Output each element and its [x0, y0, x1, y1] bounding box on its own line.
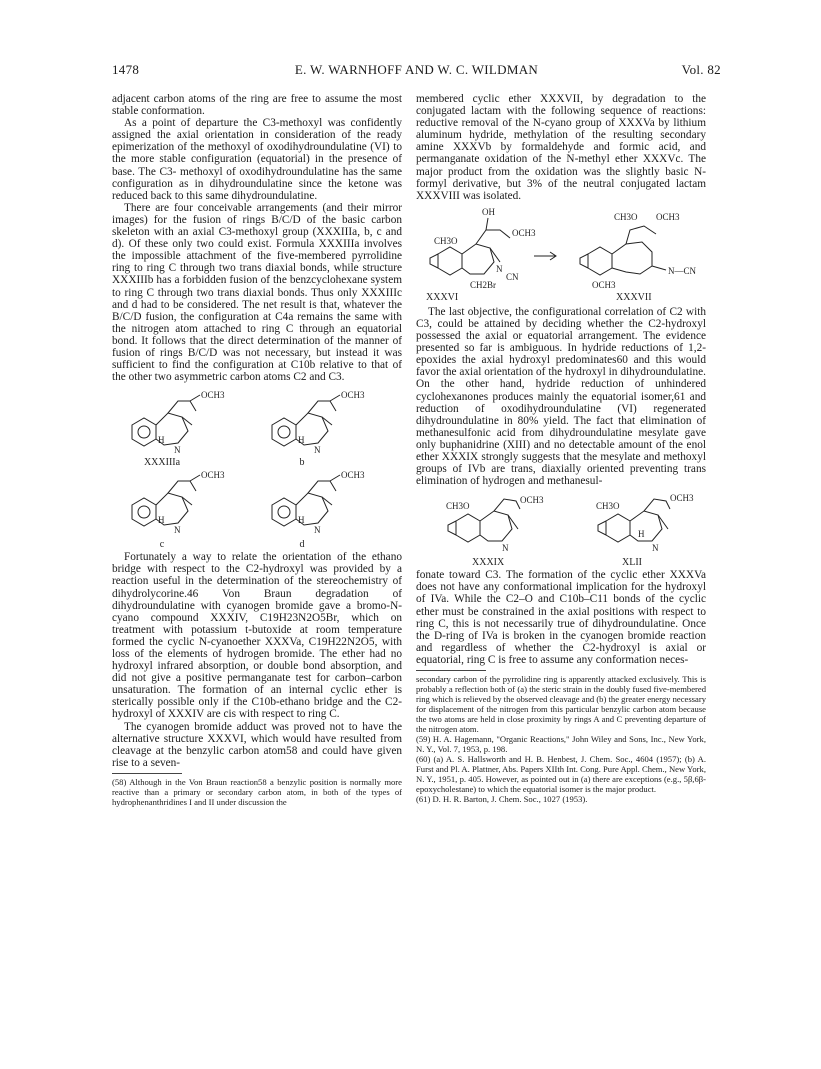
och3-label: OCH3 [201, 470, 225, 481]
structure-label: XXXIIIa [143, 457, 181, 469]
left-column [112, 93, 402, 807]
right-column [416, 93, 706, 804]
footnote-rule [112, 773, 182, 774]
och3-label: OCH3 [512, 227, 536, 238]
structure-label: c [159, 539, 165, 551]
paragraph: The last objective, the configurational correlation of C2 with C3, could be attained by deciding whether the C2-hydroxyl possessed the axial or equatorial arrangement. The evidence presented so far is ambiguous. In hydride reductions of 1,2-epoxides the axial hydroxyl predominates60 and this would favor the axial orientation of the hydroxyl in dihydroundulatine. On the other hand, hydride reduction of unhindered cyclohexanones produces mainly the equatorial isomer,61 and reduction of oxodihydroundulatine (VI) regenerated dihydroundulatine in 80% yield. The fact that elimination of methanesulfonic acid from dihydroundulatine mesylate gave only buphanidrine (XIII) and no detectable amount of the enol ether XXXIX strongly suggests that the mesylate and methoxyl groups of IVb are trans, diaxially oriented preventing trans elimination of hydrogen and methanesul- [416, 305, 706, 488]
footnote: (58) Although in the Von Braun reaction58 a benzylic position is normally more reactive than a primary or secondary carbon atom, in both of the types of hydrophenanthridines I and II under discussion the [112, 776, 402, 807]
nitrogen-label: N [496, 263, 503, 274]
hydroxyl-label: OH [482, 206, 495, 217]
ch3o-label: CH3O [596, 501, 620, 512]
ch3o-label: CH3O [614, 211, 638, 222]
structure-drawing [112, 387, 402, 551]
och3-label: OCH3 [520, 495, 544, 506]
ch2br-label: CH2Br [470, 279, 497, 290]
och3-label: OCH3 [201, 390, 225, 401]
paragraph: fonate toward C3. The formation of the cyclic ether XXXVa does not have any conformational implication for the hydroxyl of IVa. While the C2–O and C10b–C11 bonds of the cyclic ether must be constrained in the axial positions with respect to ring C, this is not necessarily true of dihydroundulatine. Once the D-ring of IVa is broken in the cyanogen bromide reaction and regardless of whether the C2-hydroxyl is axial or equatorial, ring C is free to assume any conformation neces- [416, 569, 706, 666]
hydrogen-label: H [158, 435, 165, 446]
structure-label: d [299, 539, 305, 551]
och3-label: OCH3 [656, 211, 680, 222]
nitrogen-label: N [174, 445, 181, 456]
n-cyano-label: N—CN [668, 265, 697, 276]
structure-grid-xxxiii [112, 387, 402, 551]
structure-label: XXXVI [426, 291, 459, 303]
structure-drawing [416, 206, 706, 306]
structure-row-xxxvi [416, 206, 706, 306]
hydrogen-label: H [158, 515, 165, 526]
nitrogen-label: N [174, 525, 181, 536]
footnote: (60) (a) A. S. Hallsworth and H. B. Henbest, J. Chem. Soc., 4604 (1957); (b) A. Furst and Pl. A. Plattner, Abs. Papers XIIth Int. Cong. Pure Appl. Chem., New York, N. Y., 1951, p. 405. However, as pointed out in (a) there are exceptions (e.g., 5β,6β-epoxycholestane) to which the equatorial isomer is the major product. [416, 754, 706, 794]
paragraph: Fortunately a way to relate the orientation of the ethano bridge with respect to the C2-hydroxyl was provided by a reaction useful in the determination of the stereochemistry of dihydrolycorine.46 Von Braun degradation of dihydroundulatine with cyanogen bromide gave a bromo-N-cyano compound XXXIV, C19H23N2O5Br, which on treatment with potassium t-butoxide at room temperature formed the cyclic N-cyanoether XXXVa, C19H22N2O5, with loss of the elements of hydrogen bromide. The ether had no hydroxyl infrared absorption, or double bond absorption, and did not give a positive permanganate test for carbon–carbon unsaturation. The formation of an internal cyclic ether is sterically possible only if the C10b-ethano bridge and the C2-hydroxyl of XXXIV are cis with respect to ring C. [112, 551, 402, 721]
och3-label: OCH3 [341, 390, 365, 401]
hydrogen-label: H [638, 529, 645, 540]
page-number: 1478 [112, 62, 140, 77]
page-header [112, 62, 721, 82]
hydrogen-label: H [298, 435, 305, 446]
structure-label: XLII [622, 557, 642, 569]
nitrogen-label: N [314, 445, 321, 456]
structure-label: XXXIX [472, 557, 505, 569]
structure-row-xxxix [416, 491, 706, 569]
nitrogen-label: N [502, 543, 509, 554]
hydrogen-label: H [298, 515, 305, 526]
ch3o-label: CH3O [446, 501, 470, 512]
nitrogen-label: N [314, 525, 321, 536]
paragraph: There are four conceivable arrangements (and their mirror images) for the fusion of rings B/C/D of the basic carbon skeleton with an axial C3-methoxyl group (XXXIIIa, b, c and d). Of these only two could exist. Formula XXXIIIa involves the impossible attachment of the five-membered pyrrolidine ring to ring C through two trans diaxial bonds, while structure XXXIIIb has a forbidden fusion of the benzcyclohexane system to ring C through two trans diaxial bonds. Thus only XXXIIIc and d had to be considered. The net result is that, whatever the B/C/D fusion, the configuration at C4a remains the same with the nitrogen atom attached to ring C through an equatorial bond. It follows that the direct determination of the manner of fusion of rings B/C/D was not necessary, but instead it was sufficient to find the configuration at C10b relative to that of the other two asymmetric carbon atoms C2 and C3. [112, 201, 402, 384]
och3-label: OCH3 [670, 493, 694, 504]
paragraph: The cyanogen bromide adduct was proved not to have the alternative structure XXXVI, which would have resulted from cleavage at the benzylic carbon atom58 and could have given rise to a seven- [112, 720, 402, 769]
och3-label: OCH3 [341, 470, 365, 481]
footnote: secondary carbon of the pyrrolidine ring is apparently attacked exclusively. This is probably a reflection both of (a) the steric strain in the doubly fused five-membered ring which is relieved by the observed cleavage and (b) the greater energy necessary for displacement of the nitrogen from this particular benzylic carbon atom because the two atoms are held in close proximity by rings A and C preventing departure of the nitrogen atom. [416, 674, 706, 734]
footnote: (61) D. H. R. Barton, J. Chem. Soc., 1027 (1953). [416, 794, 588, 804]
paragraph: membered cyclic ether XXXVII, by degradation to the conjugated lactam with the following sequence of reactions: reductive removal of the N-cyano group of XXXVa by lithium aluminum hydride, methylation of the resulting secondary amine XXXVb by formaldehyde and formic acid, and permanganate oxidation of the N-methyl ether XXXVc. The major product from the oxidation was the slightly basic N-formyl derivative, but 3% of the neutral conjugated lactam XXXVIII was isolated. [416, 93, 706, 202]
cyano-label: CN [506, 271, 519, 282]
running-head: E. W. WARNHOFF AND W. C. WILDMAN [294, 62, 539, 77]
structure-label: b [299, 457, 305, 469]
nitrogen-label: N [652, 543, 659, 554]
paragraph: adjacent carbon atoms of the ring are free to assume the most stable conformation. [112, 93, 402, 118]
structure-label: XXXVII [616, 291, 652, 303]
footnote: (59) H. A. Hagemann, "Organic Reactions," John Wiley and Sons, Inc., New York, N. Y., Vol. 7, 1953, p. 198. [416, 734, 706, 754]
volume-label: Vol. 82 [681, 62, 721, 77]
footnote-rule [416, 670, 486, 671]
ch3o-label: CH3O [434, 235, 458, 246]
structure-drawing [416, 491, 706, 569]
paragraph: As a point of departure the C3-methoxyl was confidently assigned the axial orientation in consideration of the ready epimerization of the methoxyl of oxodihydroundulatine (VI) to the more stable configuration (equatorial) in the presence of base. The C3- methoxyl of oxodihydroundulatine has the same configuration as in dihydroundulatine since the ketone was reduced back to this same dihydroundulatine. [112, 117, 402, 202]
och3-label: OCH3 [592, 279, 616, 290]
